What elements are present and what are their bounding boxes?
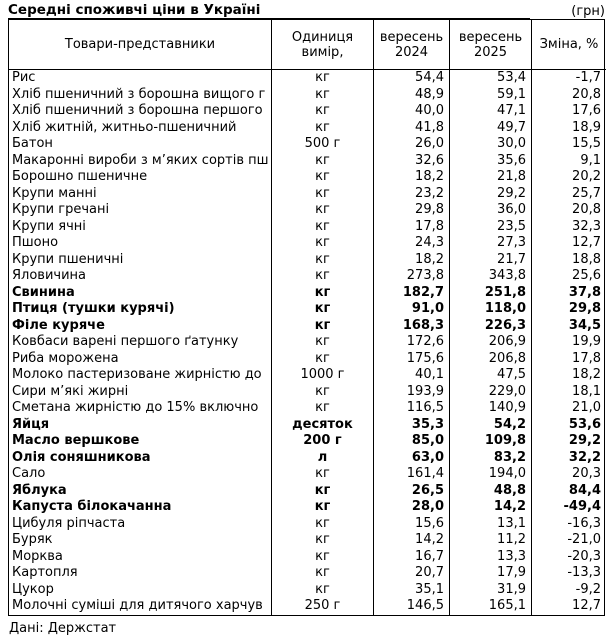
product-name-cell: Масло вершкове — [12, 433, 140, 448]
price-2024-cell: 28,0 — [373, 499, 449, 516]
price-2024-cell: 35,3 — [373, 417, 449, 434]
change-pct-cell: 20,8 — [531, 202, 606, 219]
price-2025-cell: 36,0 — [449, 202, 531, 219]
price-2024-cell: 91,0 — [373, 301, 449, 318]
unit-cell: кг — [271, 466, 373, 483]
change-pct-cell: -13,3 — [531, 565, 606, 582]
change-pct-cell: 17,8 — [531, 351, 606, 368]
product-name-cell: Сало — [12, 466, 46, 481]
source-note: Дані: Держстат — [9, 620, 117, 636]
unit-cell: кг — [271, 285, 373, 302]
unit-cell: кг — [271, 582, 373, 599]
product-name-cell: Хліб пшеничний з борошна першого — [12, 103, 263, 118]
change-pct-cell: 18,1 — [531, 384, 606, 401]
unit-cell: кг — [271, 400, 373, 417]
product-name-cell: Свинина — [12, 284, 75, 300]
change-pct-cell: -1,7 — [531, 70, 606, 87]
unit-cell: кг — [271, 301, 373, 318]
price-2024-cell: 48,9 — [373, 87, 449, 104]
price-2025-cell: 35,6 — [449, 153, 531, 170]
product-name-cell: Рис — [12, 70, 36, 85]
price-2024-cell: 40,0 — [373, 103, 449, 120]
unit-cell: л — [271, 450, 373, 467]
price-2024-cell: 168,3 — [373, 318, 449, 335]
product-name-cell: Яйця — [12, 416, 50, 432]
price-2024-cell: 29,8 — [373, 202, 449, 219]
price-2025-cell: 47,1 — [449, 103, 531, 120]
price-2024-cell: 32,6 — [373, 153, 449, 170]
price-2024-cell: 116,5 — [373, 400, 449, 417]
change-pct-cell: 18,2 — [531, 367, 606, 384]
price-2024-cell: 18,2 — [373, 169, 449, 186]
price-2024-cell: 161,4 — [373, 466, 449, 483]
change-pct-cell: 29,2 — [531, 433, 606, 450]
price-2025-cell: 29,2 — [449, 186, 531, 203]
column-header-unit: Одиниця вимір, — [271, 20, 373, 70]
change-pct-cell: 25,6 — [531, 268, 606, 285]
price-2025-cell: 31,9 — [449, 582, 531, 599]
product-name-cell: Сметана жирністю до 15% включно — [12, 400, 259, 415]
product-name-cell: Молоко пастеризоване жирністю до — [12, 367, 262, 382]
product-name-cell: Борошно пшеничне — [12, 169, 148, 184]
price-2025-cell: 140,9 — [449, 400, 531, 417]
price-2024-cell: 175,6 — [373, 351, 449, 368]
price-2025-cell: 47,5 — [449, 367, 531, 384]
unit-cell: кг — [271, 532, 373, 549]
product-name-cell: Філе куряче — [12, 317, 105, 333]
price-2024-cell: 18,2 — [373, 252, 449, 269]
price-2025-cell: 13,1 — [449, 516, 531, 533]
price-2025-cell: 206,9 — [449, 334, 531, 351]
change-pct-cell: 17,6 — [531, 103, 606, 120]
unit-cell: 1000 г — [271, 367, 373, 384]
product-name-cell: Крупи ячні — [12, 218, 86, 234]
price-2025-cell: 226,3 — [449, 318, 531, 335]
price-2024-cell: 35,1 — [373, 582, 449, 599]
change-pct-cell: 25,7 — [531, 186, 606, 203]
price-2025-cell: 21,8 — [449, 169, 531, 186]
unit-cell: 200 г — [271, 433, 373, 450]
price-2025-cell: 251,8 — [449, 285, 531, 302]
price-2024-cell: 182,7 — [373, 285, 449, 302]
unit-cell: 250 г — [271, 598, 373, 615]
product-name-cell: Яблука — [12, 482, 67, 498]
price-2024-cell: 23,2 — [373, 186, 449, 203]
change-pct-cell: -16,3 — [531, 516, 606, 533]
product-name-cell: Хліб житній, житньо-пшеничний — [12, 119, 237, 135]
unit-cell: кг — [271, 499, 373, 516]
product-name-cell: Крупи пшеничні — [12, 251, 124, 267]
unit-cell: кг — [271, 103, 373, 120]
page-title: Середні споживчі ціни в Україні — [8, 3, 530, 19]
product-name-cell: Цибуля ріпчаста — [12, 515, 126, 531]
price-2025-cell: 83,2 — [449, 450, 531, 467]
price-2024-cell: 63,0 — [373, 450, 449, 467]
product-name-cell: Сири м’які жирні — [12, 383, 129, 399]
unit-cell: кг — [271, 351, 373, 368]
price-2025-cell: 54,2 — [449, 417, 531, 434]
unit-cell: кг — [271, 169, 373, 186]
unit-cell: десяток — [271, 417, 373, 434]
change-pct-cell: 21,0 — [531, 400, 606, 417]
change-pct-cell: 18,9 — [531, 120, 606, 137]
change-pct-cell: 34,5 — [531, 318, 606, 335]
product-name-cell: Буряк — [12, 532, 53, 547]
product-name-cell: Картопля — [12, 565, 78, 580]
unit-cell: кг — [271, 120, 373, 137]
change-pct-cell: 20,8 — [531, 87, 606, 104]
price-2025-cell: 49,7 — [449, 120, 531, 137]
price-2024-cell: 14,2 — [373, 532, 449, 549]
unit-cell: кг — [271, 483, 373, 500]
unit-cell: кг — [271, 268, 373, 285]
product-name-cell: Олія соняшникова — [12, 449, 151, 465]
price-2025-cell: 14,2 — [449, 499, 531, 516]
change-pct-cell: 15,5 — [531, 136, 606, 153]
change-pct-cell: 12,7 — [531, 598, 606, 615]
price-2024-cell: 20,7 — [373, 565, 449, 582]
product-name-cell: Батон — [12, 136, 53, 151]
currency-note: (грн) — [571, 4, 605, 19]
price-2025-cell: 21,7 — [449, 252, 531, 269]
unit-cell: кг — [271, 87, 373, 104]
price-2025-cell: 48,8 — [449, 483, 531, 500]
product-name-cell: Пшоно — [12, 235, 59, 250]
product-name-cell: Птиця (тушки курячі) — [12, 301, 175, 316]
unit-cell: кг — [271, 252, 373, 269]
product-name-cell: Макаронні вироби з м’яких сортів пш — [12, 152, 269, 168]
change-pct-cell: 18,8 — [531, 252, 606, 269]
unit-cell: кг — [271, 219, 373, 236]
price-2025-cell: 343,8 — [449, 268, 531, 285]
price-2024-cell: 15,6 — [373, 516, 449, 533]
price-2024-cell: 193,9 — [373, 384, 449, 401]
product-name-cell: Морква — [12, 548, 63, 564]
unit-cell: 500 г — [271, 136, 373, 153]
product-name-cell: Цукор — [12, 581, 54, 597]
price-2025-cell: 27,3 — [449, 235, 531, 252]
unit-cell: кг — [271, 549, 373, 566]
unit-cell: кг — [271, 565, 373, 582]
price-2025-cell: 109,8 — [449, 433, 531, 450]
change-pct-cell: 53,6 — [531, 417, 606, 434]
price-2024-cell: 26,0 — [373, 136, 449, 153]
unit-cell: кг — [271, 384, 373, 401]
change-pct-cell: 19,9 — [531, 334, 606, 351]
unit-cell: кг — [271, 202, 373, 219]
unit-cell: кг — [271, 186, 373, 203]
change-pct-cell: -9,2 — [531, 582, 606, 599]
price-2024-cell: 172,6 — [373, 334, 449, 351]
prices-table — [8, 19, 605, 616]
product-name-cell: Яловичина — [12, 268, 87, 283]
column-header-sep-2025: вересень 2025 — [449, 20, 531, 70]
unit-cell: кг — [271, 235, 373, 252]
price-2025-cell: 194,0 — [449, 466, 531, 483]
price-2025-cell: 30,0 — [449, 136, 531, 153]
change-pct-cell: 9,1 — [531, 153, 606, 170]
price-2025-cell: 53,4 — [449, 70, 531, 87]
change-pct-cell: 32,2 — [531, 450, 606, 467]
price-2024-cell: 16,7 — [373, 549, 449, 566]
title-bar — [8, 2, 605, 19]
price-2024-cell: 146,5 — [373, 598, 449, 615]
price-2024-cell: 26,5 — [373, 483, 449, 500]
price-2025-cell: 11,2 — [449, 532, 531, 549]
price-2025-cell: 118,0 — [449, 301, 531, 318]
change-pct-cell: -21,0 — [531, 532, 606, 549]
column-header-sep-2024: вересень 2024 — [373, 20, 449, 70]
change-pct-cell: 20,2 — [531, 169, 606, 186]
product-name-cell: Молочні суміші для дитячого харчув — [12, 598, 263, 613]
change-pct-cell: -20,3 — [531, 549, 606, 566]
change-pct-cell: -49,4 — [531, 499, 606, 516]
price-2025-cell: 229,0 — [449, 384, 531, 401]
product-name-cell: Капуста білокачанна — [12, 499, 172, 514]
unit-cell: кг — [271, 153, 373, 170]
price-2025-cell: 59,1 — [449, 87, 531, 104]
column-header-change-pct: Зміна, % — [531, 20, 606, 70]
price-2024-cell: 40,1 — [373, 367, 449, 384]
column-header-products: Товари-представники — [9, 20, 271, 70]
change-pct-cell: 32,3 — [531, 219, 606, 236]
unit-cell: кг — [271, 516, 373, 533]
price-2025-cell: 165,1 — [449, 598, 531, 615]
product-name-cell: Крупи манні — [12, 185, 97, 201]
unit-cell: кг — [271, 318, 373, 335]
product-name-cell: Ковбаси варені першого ґатунку — [12, 334, 239, 349]
price-2024-cell: 17,8 — [373, 219, 449, 236]
price-2025-cell: 206,8 — [449, 351, 531, 368]
price-2024-cell: 85,0 — [373, 433, 449, 450]
price-2025-cell: 17,9 — [449, 565, 531, 582]
price-2024-cell: 24,3 — [373, 235, 449, 252]
product-name-cell: Хліб пшеничний з борошна вищого г — [12, 86, 266, 102]
price-2024-cell: 54,4 — [373, 70, 449, 87]
change-pct-cell: 12,7 — [531, 235, 606, 252]
unit-cell: кг — [271, 70, 373, 87]
price-2024-cell: 273,8 — [373, 268, 449, 285]
change-pct-cell: 20,3 — [531, 466, 606, 483]
price-2024-cell: 41,8 — [373, 120, 449, 137]
change-pct-cell: 37,8 — [531, 285, 606, 302]
product-name-cell: Крупи гречані — [12, 202, 110, 217]
change-pct-cell: 84,4 — [531, 483, 606, 500]
change-pct-cell: 29,8 — [531, 301, 606, 318]
price-2025-cell: 23,5 — [449, 219, 531, 236]
product-name-cell: Риба морожена — [12, 350, 119, 366]
price-2025-cell: 13,3 — [449, 549, 531, 566]
unit-cell: кг — [271, 334, 373, 351]
